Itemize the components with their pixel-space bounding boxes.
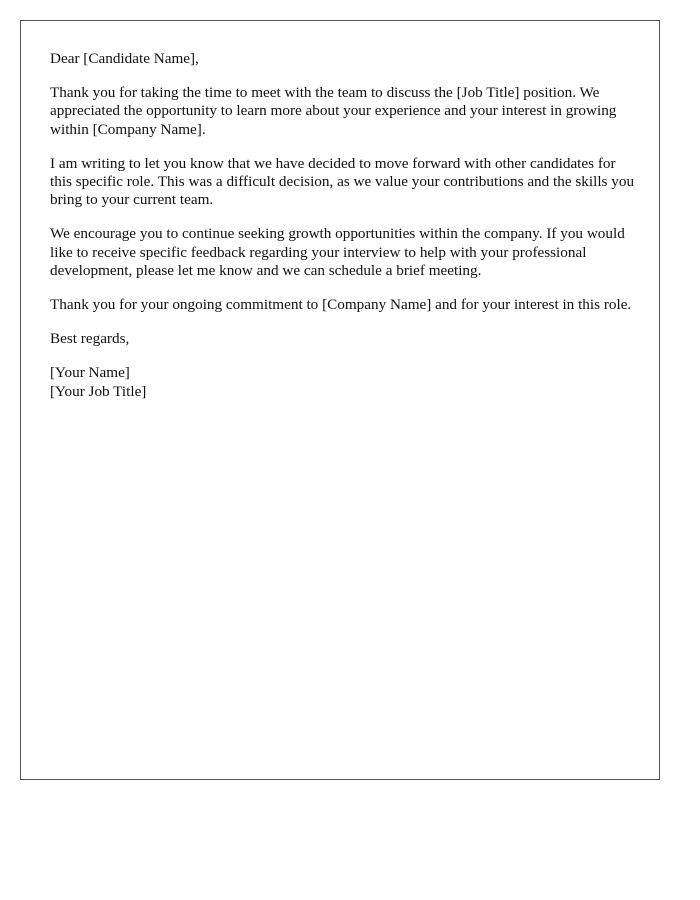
signature-block: [50, 364, 640, 400]
paragraph-2: I am writing to let you know that we have decided to move forward with other candidates for this specific role. This was a difficult decision, as we value your contributions and the skills you bring to your current team.: [50, 154, 635, 209]
paragraph-3: We encourage you to continue seeking growth opportunities within the company. If you would like to receive specific feedback regarding your interview to help with your professional development, please let me know and we can schedule a brief meeting.: [50, 225, 625, 279]
letter-page: [20, 20, 660, 780]
paragraph-1: Thank you for taking the time to meet with the team to discuss the [Job Title] position. We appreciated the opportunity to learn more about your experience and your interest in growing within [Company Name].: [50, 84, 617, 138]
signature-title: [Your Job Title]: [50, 382, 147, 400]
salutation: Dear [Candidate Name],: [50, 50, 199, 67]
paragraph-4: Thank you for your ongoing commitment to [Company Name] and for your interest in this role.: [50, 296, 632, 314]
signature-name: [Your Name]: [50, 364, 130, 382]
letter-body: [50, 50, 640, 401]
closing: Best regards,: [50, 330, 130, 348]
